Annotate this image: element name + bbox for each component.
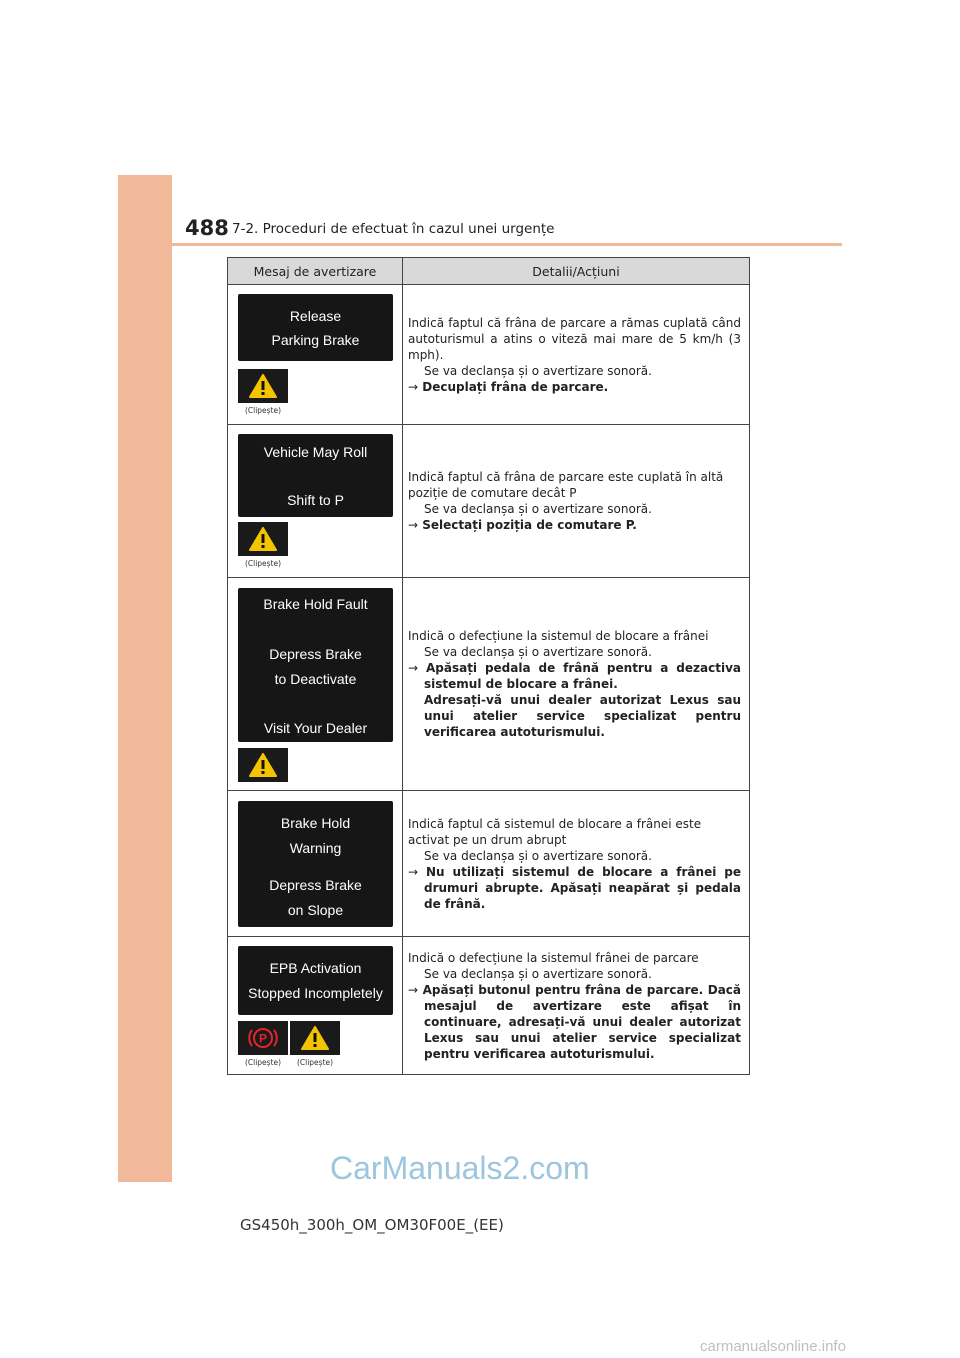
page-number: 488 <box>185 216 229 240</box>
svg-text:P: P <box>258 1031 268 1046</box>
screen-line: Depress Brake <box>269 646 362 662</box>
message-cell <box>228 285 403 425</box>
details-cell <box>403 578 750 791</box>
sound-text: Se va declanșa și o avertizare sonoră. <box>424 363 652 378</box>
column-header-message: Mesaj de avertizare <box>228 258 403 285</box>
arrow-icon: → <box>408 518 419 532</box>
screen-line: Stopped Incompletely <box>248 985 383 1001</box>
header-rule <box>172 243 842 246</box>
table-row <box>228 578 750 791</box>
screen-line: on Slope <box>287 902 344 918</box>
blink-caption: (Clipește) <box>244 559 282 568</box>
warning-triangle-icon <box>238 748 288 782</box>
table-row <box>228 937 750 1075</box>
screen-line: Warning <box>289 840 342 856</box>
watermark: CarManuals2.com <box>330 1150 590 1186</box>
display-screen <box>238 946 393 1015</box>
screen-line: Depress Brake <box>269 877 362 893</box>
screen-line: Vehicle May Roll <box>263 444 368 460</box>
table-row <box>228 791 750 937</box>
parking-brake-icon <box>238 1021 288 1055</box>
section-title: 7-2. Proceduri de efectuat în cazul unei urgențe <box>232 221 555 237</box>
action-text: → Nu utilizați sistemul de blocare a frânei pe drumuri abrupte. Apăsați neapărat și pedala de frână. <box>408 864 741 911</box>
action-text: → Selectați poziția de comutare P. <box>408 518 637 532</box>
screen-line: to Deactivate <box>274 671 357 687</box>
warning-triangle-icon <box>238 522 288 556</box>
column-header-details: Detalii/Acțiuni <box>403 258 750 285</box>
sound-text: Se va declanșa și o avertizare sonoră. <box>424 645 652 659</box>
action-text: → Apăsați butonul pentru frâna de parcare. Dacă mesajul de avertizare este afișat în continuare, adresați-vă unui dealer autorizat Lexus sau unui atelier service specializat pentru verificarea autoturismului. <box>408 982 741 1061</box>
arrow-icon: → <box>408 864 419 879</box>
description-text: Indică faptul că frâna de parcare a rămas cuplată când autoturismul a atins o viteză mai mare de 5 km/h (3 mph). <box>408 315 741 362</box>
details-cell <box>403 285 750 425</box>
screen-line: Parking Brake <box>271 332 360 348</box>
details-cell <box>403 937 750 1075</box>
blink-caption: (Clipește) <box>244 1058 282 1067</box>
message-cell <box>228 578 403 791</box>
warning-triangle-icon <box>238 369 288 403</box>
description-text: Indică faptul că sistemul de blocare a frânei este activat pe un drum abrupt <box>408 816 702 847</box>
display-screen <box>238 801 393 927</box>
table-row <box>228 285 750 425</box>
arrow-icon: → <box>408 982 419 997</box>
screen-line: Visit Your Dealer <box>263 720 368 736</box>
message-cell <box>228 425 403 578</box>
screen-line: Release <box>289 308 342 324</box>
sound-text: Se va declanșa și o avertizare sonoră. <box>424 966 652 981</box>
sound-text: Se va declanșa și o avertizare sonoră. <box>424 502 652 516</box>
message-cell <box>228 791 403 937</box>
screen-line: Brake Hold Fault <box>263 596 368 612</box>
screen-line: Brake Hold <box>280 815 351 831</box>
sound-text: Se va declanșa și o avertizare sonoră. <box>424 848 652 863</box>
action-text-secondary: Adresați-vă unui dealer autorizat Lexus sau unui atelier service specializat pentru verificarea autoturismului. <box>424 693 741 739</box>
arrow-icon: → <box>408 379 419 394</box>
warning-table <box>227 257 750 1075</box>
description-text: Indică o defecțiune la sistemul frânei de parcare <box>408 950 699 965</box>
table-header-row <box>228 258 750 285</box>
chapter-side-tab <box>118 175 172 1182</box>
message-cell <box>228 937 403 1075</box>
blink-caption: (Clipește) <box>296 1058 334 1067</box>
blink-caption: (Clipește) <box>244 406 282 415</box>
display-screen <box>238 588 393 742</box>
arrow-icon: → <box>408 661 419 675</box>
details-cell <box>403 425 750 578</box>
document-code: GS450h_300h_OM_OM30F00E_(EE) <box>240 1216 504 1234</box>
display-screen <box>238 434 393 517</box>
display-screen <box>238 294 393 361</box>
table-row <box>228 425 750 578</box>
description-text: Indică o defecțiune la sistemul de blocare a frânei <box>408 629 709 643</box>
screen-line: EPB Activation <box>269 960 362 976</box>
watermark-secondary: carmanualsonline.info <box>700 1338 846 1355</box>
screen-line: Shift to P <box>287 492 344 508</box>
description-text: Indică faptul că frâna de parcare este cuplată în altă poziție de comutare decât P <box>408 470 724 500</box>
warning-triangle-icon <box>290 1021 340 1055</box>
action-text: → Apăsați pedala de frână pentru a dezactiva sistemul de blocare a frânei. <box>408 661 742 691</box>
details-cell <box>403 791 750 937</box>
action-text: → Decuplați frâna de parcare. <box>408 379 609 394</box>
